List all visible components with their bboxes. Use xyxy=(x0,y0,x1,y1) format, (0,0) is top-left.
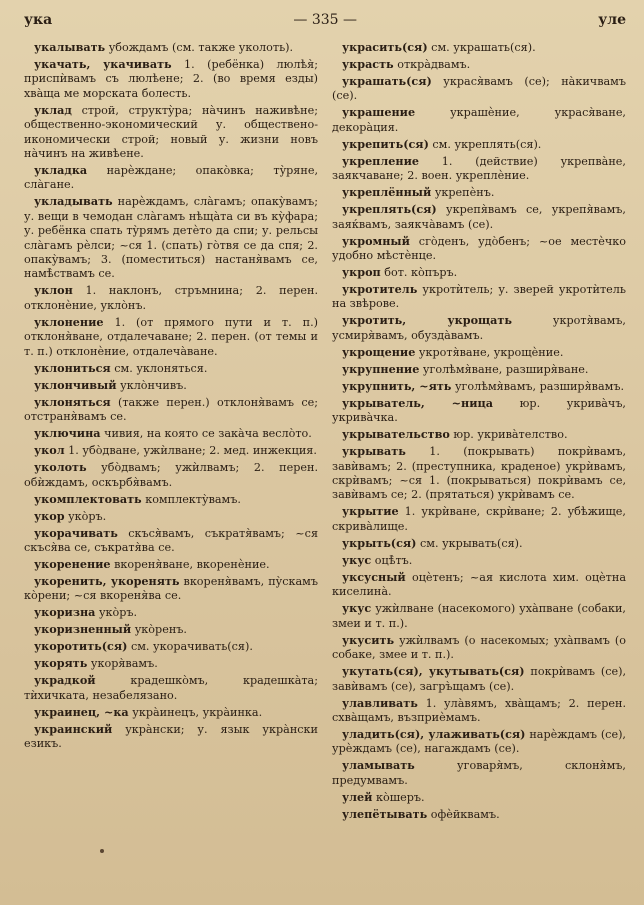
entry-headword: укрупнение xyxy=(342,361,420,376)
dictionary-entry xyxy=(332,74,626,104)
entry-definition: юр. укрива̀телство. xyxy=(449,428,568,442)
entry-definition: офѐйквамъ. xyxy=(427,807,500,821)
dictionary-entry xyxy=(332,362,626,377)
entry-headword: укус xyxy=(342,552,372,567)
entry-definition: (также перен.) отклоня̀вамъ се; отстраня̀вамъ се. xyxy=(24,395,318,424)
entry-definition: уко̀ръ. xyxy=(95,606,138,620)
dictionary-entry xyxy=(24,705,318,720)
dictionary-entry xyxy=(332,185,626,200)
entry-definition: 1. ула̀вямъ, хва̀щамъ; 2. перен. схва̀щамъ, възприѐмамъ. xyxy=(332,696,626,724)
dictionary-entry xyxy=(332,40,626,55)
entry-headword: укрытие xyxy=(342,504,399,519)
dictionary-entry xyxy=(332,137,626,152)
dictionary-entry xyxy=(332,345,626,360)
entry-definition: см. укреплять(ся). xyxy=(428,137,542,151)
entry-headword: уклониться xyxy=(34,360,111,375)
dictionary-entry xyxy=(332,265,626,280)
entry-headword: укомплектовать xyxy=(34,491,142,506)
entry-headword: укрыть(ся) xyxy=(342,535,417,550)
entry-headword: уключина xyxy=(34,426,101,441)
entry-headword: укусить xyxy=(342,632,395,647)
dictionary-entry xyxy=(332,234,626,264)
entry-definition: оцѣ̀тъ. xyxy=(371,553,413,567)
entry-definition: укротя̀вамъ, усмиря̀вамъ, обузда̀вамъ. xyxy=(332,314,626,342)
entry-headword: укутать(ся), укутывать(ся) xyxy=(342,664,525,679)
dictionary-entry xyxy=(332,790,626,805)
entry-headword: украинец, ~ка xyxy=(34,704,129,719)
entry-definition: ужѝлвамъ (о насекомых; уха̀пвамъ (о собаке, змее и т. п.). xyxy=(332,633,626,662)
dictionary-entry xyxy=(24,283,318,313)
dictionary-entry xyxy=(332,758,626,788)
page-header xyxy=(24,12,626,34)
entry-headword: укротить, укрощать xyxy=(342,313,512,328)
entry-columns xyxy=(24,40,626,824)
entry-headword: укол xyxy=(34,443,65,458)
entry-definition: крадешко̀мъ, крадешка̀та; тѝхичката, незабелязано. xyxy=(24,674,318,702)
entry-headword: уколоть xyxy=(34,460,87,475)
dictionary-entry xyxy=(24,194,318,281)
left-column xyxy=(24,40,318,824)
entry-definition: 1. (от прямого пути и т. п.) отклоня̀ване, отдалечаване; 2. перен. (от темы и т. п.) отклонѐние, отдалеча̀ване. xyxy=(24,315,318,358)
entry-headword: укрощение xyxy=(342,344,416,359)
dictionary-entry xyxy=(24,605,318,620)
entry-definition: укротя̀ване, укрощѐние. xyxy=(415,345,564,359)
entry-definition: см. укрывать(ся). xyxy=(416,536,523,550)
dictionary-entry xyxy=(24,639,318,654)
entry-headword: уксусный xyxy=(342,569,406,584)
entry-headword: уклончивый xyxy=(34,377,117,392)
dictionary-entry xyxy=(24,722,318,752)
entry-definition: убождамъ (см. также уколоть). xyxy=(105,41,294,54)
entry-headword: укладка xyxy=(34,163,88,178)
entry-headword: укоротить(ся) xyxy=(34,639,128,654)
entry-definition: 1. укрѝване, скрѝване; 2. убѣжище, скрива̀лище. xyxy=(332,505,626,533)
dictionary-entry xyxy=(332,444,626,503)
entry-definition: убо̀двамъ; ужѝлвамъ; 2. перен. обѝждамъ, оскърбя̀вамъ. xyxy=(24,461,318,489)
entry-definition: вкореня̀вамъ, пу̀скамъ ко̀рени; ~ся вкореня̀ва се. xyxy=(24,574,318,603)
entry-definition: бот. ко̀пъръ. xyxy=(380,266,458,280)
entry-headword: уклад xyxy=(34,102,72,117)
entry-definition: нарѐждамъ (се), урѐждамъ (се), нагаждамъ (се). xyxy=(332,727,626,756)
dictionary-entry xyxy=(332,313,626,343)
entry-definition: украся̀вамъ (се); на̀кичвамъ (се). xyxy=(332,75,626,103)
dictionary-entry xyxy=(332,553,626,568)
entry-headword: укорачивать xyxy=(34,525,118,540)
dictionary-entry xyxy=(24,526,318,556)
entry-headword: укреплённый xyxy=(342,185,432,200)
dictionary-entry xyxy=(24,361,318,376)
dictionary-entry xyxy=(332,601,626,631)
entry-definition: нарѐждане; опако̀вка; ту̀ряне, сла̀гане. xyxy=(24,164,318,192)
entry-headword: укрупнить, ~ять xyxy=(342,378,452,393)
entry-definition: уголѣмя̀вамъ, разширя̀вамъ. xyxy=(451,379,624,393)
entry-definition: см. укорачивать(ся). xyxy=(127,640,253,654)
entry-headword: укор xyxy=(34,508,65,523)
entry-headword: уламывать xyxy=(342,758,415,773)
dictionary-entry xyxy=(24,509,318,524)
entry-headword: украшение xyxy=(342,105,416,120)
dictionary-entry xyxy=(332,105,626,135)
entry-definition: строй, структу̀ра; на̀чинъ наживѣне; общественно-экономический у. обществено-икономически строй; новый у. жизни новъ на̀чинъ на живѣене. xyxy=(24,103,318,161)
entry-definition: вкореня̀ване, вкоренѐние. xyxy=(110,557,270,571)
entry-headword: укрывать xyxy=(342,444,406,459)
dictionary-entry xyxy=(332,807,626,822)
entry-headword: укроп xyxy=(342,265,381,280)
entry-definition: уко̀ренъ. xyxy=(131,623,187,637)
entry-headword: укрыватель, ~ница xyxy=(342,395,494,410)
dictionary-entry xyxy=(24,557,318,572)
right-column xyxy=(332,40,626,824)
dictionary-entry xyxy=(332,57,626,72)
dictionary-entry xyxy=(332,282,626,312)
header-right-guide-word: уле xyxy=(598,12,626,28)
entry-headword: укоризненный xyxy=(34,622,132,637)
dictionary-entry xyxy=(24,492,318,507)
dictionary-entry xyxy=(24,622,318,637)
entry-headword: укромный xyxy=(342,233,410,248)
entry-definition: укрепя̀вамъ се, укрепя̀вамъ, заяќвамъ, заякча̀вамъ (се). xyxy=(332,203,626,231)
entry-definition: сго̀денъ, удо̀бенъ; ~ое местѐчко удобно мѣстѐнце. xyxy=(332,234,626,263)
entry-definition: комплекту̀вамъ. xyxy=(141,492,241,506)
entry-definition: ужѝлване (насекомого) уха̀пване (собаки, змеи и т. п.). xyxy=(332,602,626,630)
dictionary-entry xyxy=(24,443,318,458)
entry-headword: уладить(ся), улаживать(ся) xyxy=(342,726,526,741)
entry-definition: 1. (действие) укрепва̀не, заякчаване; 2. воен. укреплѐние. xyxy=(332,154,626,183)
entry-definition: 1. (покрывать) покрѝвамъ, завѝвамъ; 2. (преступника, краденое) укрѝвамъ, скрѝвамъ; ~ся 1. (покрываться) покрѝвамъ се, завѝвамъ се; 2. (прятаться) укрѝвамъ се. xyxy=(332,445,626,502)
entry-definition: 1. наклонъ, стръмнина; 2. перен. отклонѐние, укло̀нъ. xyxy=(24,284,318,312)
entry-headword: укалывать xyxy=(34,40,106,54)
dictionary-entry xyxy=(24,673,318,703)
dictionary-entry xyxy=(332,202,626,232)
dictionary-entry xyxy=(24,315,318,359)
dictionary-entry xyxy=(332,696,626,726)
entry-headword: укладывать xyxy=(34,194,113,209)
entry-headword: укрепить(ся) xyxy=(342,136,429,151)
entry-headword: улепётывать xyxy=(342,806,428,821)
entry-definition: откра̀двамъ. xyxy=(393,58,471,71)
dictionary-entry xyxy=(332,664,626,694)
entry-headword: укреплять(ся) xyxy=(342,202,437,217)
dictionary-entry xyxy=(24,656,318,671)
dictionary-entry xyxy=(332,154,626,184)
entry-definition: уговаря̀мъ, склоня̀мъ, предумвамъ. xyxy=(332,759,626,787)
entry-headword: укоренить, укоренять xyxy=(34,573,180,588)
entry-headword: укоренение xyxy=(34,556,111,571)
dictionary-entry xyxy=(332,396,626,426)
entry-definition: украшѐние, украся̀ване, декора̀ция. xyxy=(332,106,626,134)
entry-definition: юр. укрива̀чъ, укрива̀чка. xyxy=(332,396,626,425)
entry-definition: уко̀ръ. xyxy=(64,509,107,523)
dictionary-entry xyxy=(24,426,318,441)
entry-definition: см. украшать(ся). xyxy=(427,41,536,54)
dictionary-entry xyxy=(332,570,626,600)
dictionary-entry xyxy=(24,574,318,604)
entry-headword: уклоняться xyxy=(34,394,111,409)
entry-headword: укрепление xyxy=(342,153,419,168)
entry-headword: укорять xyxy=(34,656,88,671)
ink-speck xyxy=(100,849,104,853)
entry-headword: украдкой xyxy=(34,673,96,688)
entry-headword: укачать, укачивать xyxy=(34,57,172,71)
entry-headword: украсть xyxy=(342,57,394,71)
entry-headword: уклонение xyxy=(34,314,104,329)
entry-definition: чивия, на която се зака̀ча весло̀то. xyxy=(100,427,312,441)
entry-definition: уголѣмя̀ване, разширя̀ване. xyxy=(419,362,589,376)
entry-definition: укло̀нчивъ. xyxy=(116,378,187,392)
entry-definition: укрепѐнъ. xyxy=(431,186,495,200)
dictionary-entry xyxy=(24,163,318,193)
entry-headword: укротитель xyxy=(342,282,418,297)
entry-definition: см. уклоняться. xyxy=(110,361,208,375)
entry-headword: укус xyxy=(342,601,372,616)
entry-definition: покрѝвамъ (се), завѝвамъ (се), загръ̀щамъ (се). xyxy=(332,665,626,693)
entry-definition: 1. убо̀дване, ужѝлване; 2. мед. инжекция. xyxy=(64,444,317,458)
entry-headword: укоризна xyxy=(34,605,96,620)
entry-definition: ко̀шеръ. xyxy=(372,790,425,804)
entry-headword: украинский xyxy=(34,721,113,736)
entry-headword: улавливать xyxy=(342,695,418,710)
entry-headword: украсить(ся) xyxy=(342,40,428,54)
entry-headword: уклон xyxy=(34,283,73,298)
dictionary-entry xyxy=(24,460,318,490)
header-left-guide-word: ука xyxy=(24,12,53,28)
dictionary-entry xyxy=(332,504,626,534)
dictionary-entry xyxy=(24,395,318,425)
dictionary-entry xyxy=(24,103,318,162)
dictionary-entry xyxy=(332,379,626,394)
entry-definition: скъся̀вамъ, съкратя̀вамъ; ~ся скъся̀ва се, съкратя̀ва се. xyxy=(24,526,318,554)
entry-headword: улей xyxy=(342,789,373,804)
entry-headword: украшать(ся) xyxy=(342,74,432,88)
entry-headword: укрывательство xyxy=(342,427,450,442)
entry-definition: укоря̀вамъ. xyxy=(87,657,158,671)
dictionary-entry xyxy=(24,378,318,393)
entry-definition: оцѐтенъ; ~ая кислота хим. оцѐтна киселина̀. xyxy=(332,570,626,599)
dictionary-entry xyxy=(332,427,626,442)
entry-definition: укра̀инецъ, укра̀инка. xyxy=(128,705,263,719)
dictionary-entry xyxy=(332,633,626,663)
entry-definition: укротѝтель; у. зверей укротѝтель на звѣрове. xyxy=(332,283,626,311)
page-number: — 335 — xyxy=(293,12,358,28)
dictionary-entry xyxy=(332,727,626,757)
dictionary-entry xyxy=(332,536,626,551)
entry-definition: 1. (ребёнка) люлѣя̀; приспѝвамъ съ люлѣене; 2. (во время езды) хва̀ща ме морската болесть. xyxy=(24,58,318,100)
dictionary-entry xyxy=(24,57,318,101)
dictionary-entry xyxy=(24,40,318,55)
entry-definition: нарѐждамъ, сла̀гамъ; опаку̀вамъ; у. вещи в чемодан сла̀гамъ нѣща̀та си въ ку̀фара; у. ребёнка спать ту̀рямъ детѐто да спи; у. рельсы сла̀гамъ рѐлси; ~ся 1. (спать) го̀твя се да спя; 2. опаку̀вамъ; 3. (поместиться) настаня̀вамъ се, намѣ̀ствамъ се. xyxy=(24,195,318,281)
entry-definition: укра̀нски; у. язык укра̀нски езикъ. xyxy=(24,722,318,751)
